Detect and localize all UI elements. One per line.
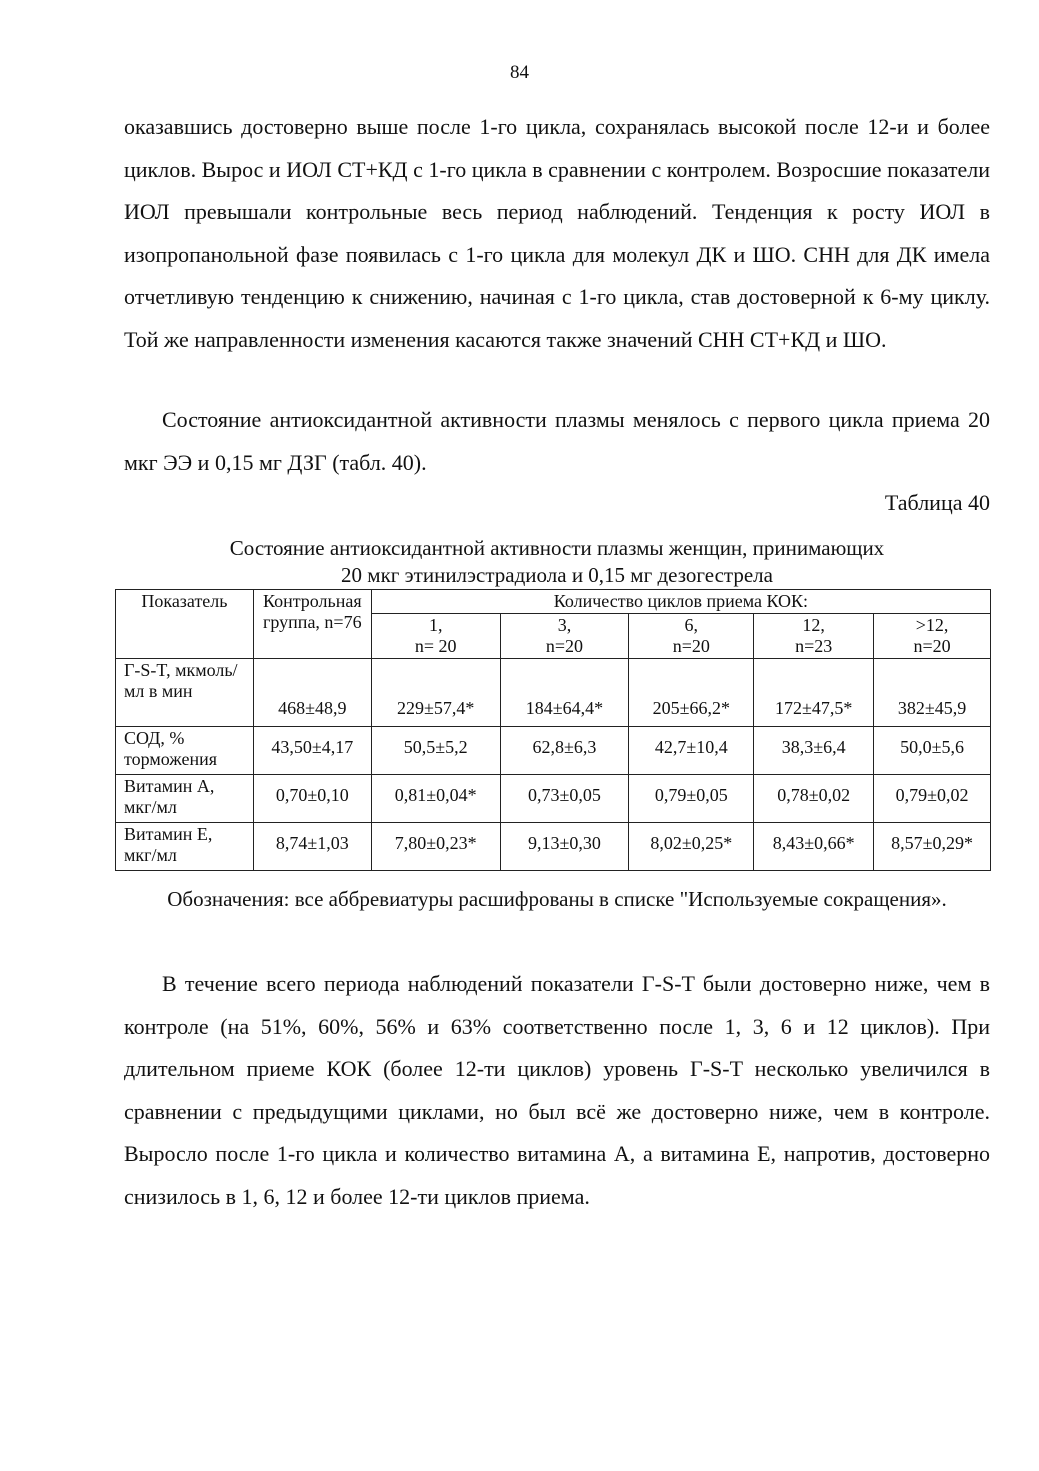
- table-cell: 50,0±5,6: [874, 727, 991, 775]
- table-row: [116, 775, 991, 823]
- table-cell: 8,74±1,03: [253, 823, 371, 871]
- table-caption-line-2: 20 мкг этинилэстрадиола и 0,15 мг дезогестрела: [341, 563, 773, 587]
- antioxidant-activity-table: [115, 589, 991, 871]
- table-cell: 0,79±0,05: [629, 775, 754, 823]
- table-cell: 205±66,2*: [629, 659, 754, 727]
- row-label: Витамин Е, мкг/мл: [116, 823, 254, 871]
- table-cell: 468±48,9: [253, 659, 371, 727]
- table-cell: 229±57,4*: [371, 659, 500, 727]
- table-cell: 7,80±0,23*: [371, 823, 500, 871]
- header-indicator: Показатель: [116, 590, 254, 659]
- page-number: 84: [510, 62, 529, 83]
- table-cell: 62,8±6,3: [500, 727, 629, 775]
- table-number-label: Таблица 40: [884, 490, 990, 515]
- table-cell: 8,43±0,66*: [754, 823, 874, 871]
- table-caption: [124, 535, 990, 589]
- table-cell: 9,13±0,30: [500, 823, 629, 871]
- row-label: СОД, % торможения: [116, 727, 254, 775]
- header-control-group: Контрольная группа, n=76: [253, 590, 371, 659]
- table-row: [116, 823, 991, 871]
- row-label: Г-S-T, мкмоль/мл в мин: [116, 659, 254, 727]
- table-footnote: Обозначения: все аббревиатуры расшифрованы в списке "Используемые сокращения».: [167, 887, 947, 911]
- table-cell: 0,78±0,02: [754, 775, 874, 823]
- table-cell: 172±47,5*: [754, 659, 874, 727]
- table-row: [116, 659, 991, 727]
- table-cell: 8,02±0,25*: [629, 823, 754, 871]
- header-cycles: Количество циклов приема КОК:: [371, 590, 990, 614]
- body-paragraph-2: Состояние антиоксидантной активности плазмы менялось с первого цикла приема 20 мкг ЭЭ и 0,15 мг ДЗГ (табл. 40).: [124, 407, 990, 475]
- header-cycle-col: >12, n=20: [874, 614, 991, 659]
- row-label: Витамин А, мкг/мл: [116, 775, 254, 823]
- table-cell: 0,70±0,10: [253, 775, 371, 823]
- table-row: [116, 727, 991, 775]
- table-caption-line-1: Состояние антиоксидантной активности плазмы женщин, принимающих: [229, 536, 885, 560]
- body-paragraph-3: В течение всего периода наблюдений показатели Г-S-T были достоверно ниже, чем в контроле (на 51%, 60%, 56% и 63% соответственно после 1, 3, 6 и 12 циклов). При длительном приеме КОК (более 12-ти циклов) уровень Г-S-T несколько увеличился в сравнении с предыдущими циклами, но был всё же достоверно ниже, чем в контроле. Выросло после 1-го цикла и количество витамина А, а витамина Е, напротив, достоверно снизилось в 1, 6, 12 и более 12-ти циклов приема.: [124, 971, 990, 1209]
- table-cell: 8,57±0,29*: [874, 823, 991, 871]
- header-cycle-col: 3, n=20: [500, 614, 629, 659]
- table-cell: 184±64,4*: [500, 659, 629, 727]
- table-cell: 0,79±0,02: [874, 775, 991, 823]
- table-header-row: [116, 590, 991, 614]
- header-cycle-col: 12, n=23: [754, 614, 874, 659]
- header-cycle-col: 6, n=20: [629, 614, 754, 659]
- table-cell: 0,81±0,04*: [371, 775, 500, 823]
- header-cycle-col: 1, n= 20: [371, 614, 500, 659]
- table-cell: 43,50±4,17: [253, 727, 371, 775]
- table-cell: 0,73±0,05: [500, 775, 629, 823]
- table-cell: 42,7±10,4: [629, 727, 754, 775]
- body-paragraph-1: оказавшись достоверно выше после 1-го цикла, сохранялась высокой после 12-и и более циклов. Вырос и ИОЛ СТ+КД с 1-го цикла в сравнении с контролем. Возросшие показатели ИОЛ превышали контрольные весь период наблюдений. Тенденция к росту ИОЛ в изопропанольной фазе появилась с 1-го цикла для молекул ДК и ШО. СНН для ДК имела отчетливую тенденцию к снижению, начиная с 1-го цикла, став достоверной к 6-му циклу. Той же направленности изменения касаются также значений СНН СТ+КД и ШО.: [124, 114, 990, 352]
- table-cell: 38,3±6,4: [754, 727, 874, 775]
- table-cell: 382±45,9: [874, 659, 991, 727]
- table-cell: 50,5±5,2: [371, 727, 500, 775]
